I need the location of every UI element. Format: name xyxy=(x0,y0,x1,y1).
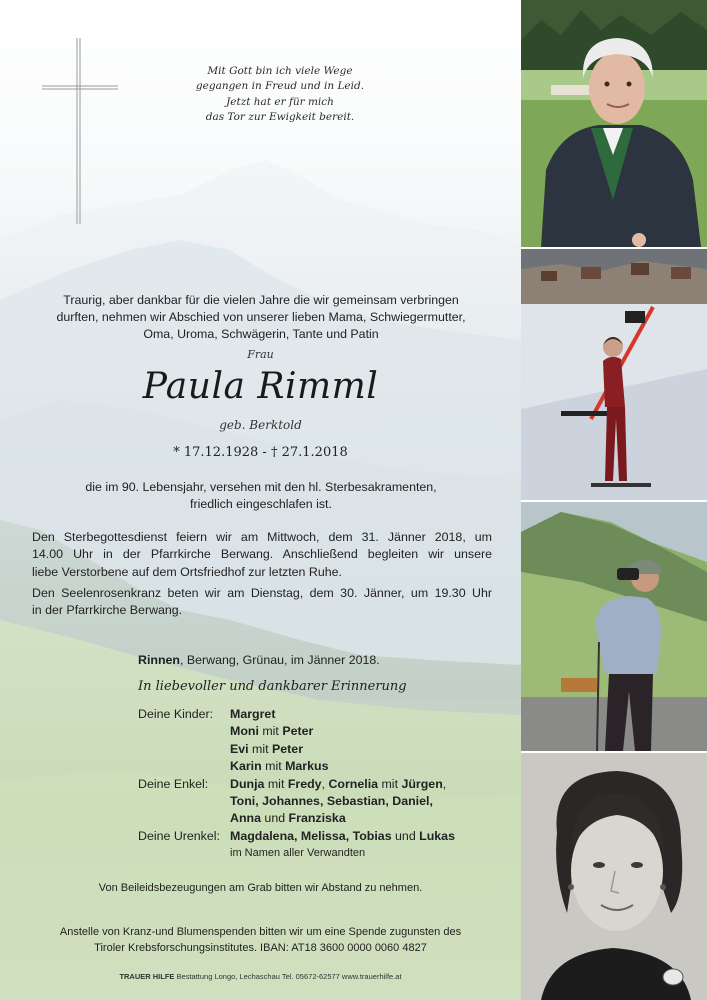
greatgrandchildren-label: Deine Urenkel: xyxy=(138,828,220,843)
family-connector: mit xyxy=(258,724,283,739)
family-name: Margret xyxy=(230,707,276,721)
circumstances-text xyxy=(28,479,494,513)
circumstances-line: friedlich eingeschlafen ist. xyxy=(190,497,332,512)
family-name: Peter xyxy=(282,724,314,739)
family-name: Fredy xyxy=(287,776,322,791)
photo-man-binoculars xyxy=(521,502,707,751)
footer-brand: TRAUER HILFE xyxy=(119,972,175,981)
greatgrandchildren-row xyxy=(230,828,455,845)
intro-line: Traurig, aber dankbar für die vielen Jahre die wir gemeinsam verbringen xyxy=(63,293,459,307)
children-row xyxy=(230,758,328,775)
intro-line: Oma, Uroma, Schwägerin, Tante und Patin xyxy=(143,327,379,342)
deceased-name: Paula Rimml xyxy=(142,366,379,407)
donation-line: Tiroler Krebsforschungsinstitutes. IBAN: AT18 3600 0000 0060 4827 xyxy=(94,942,427,954)
rosary-text xyxy=(32,585,492,620)
children-row xyxy=(230,706,275,723)
family-connector: mit xyxy=(248,741,273,756)
family-name: Lukas xyxy=(419,828,455,843)
funeral-service-text xyxy=(32,529,492,581)
birth-name: geb. Berktold xyxy=(219,418,302,432)
poem-line: Mit Gott bin ich viele Wege xyxy=(207,65,353,77)
grandchildren-label: Deine Enkel: xyxy=(138,776,209,791)
rosary-line: in der Pfarrkirche Berwang. xyxy=(32,603,183,618)
family-name: Toni, Johannes, Sebastian, Daniel, xyxy=(230,793,433,808)
circumstances-line: die im 90. Lebensjahr, versehen mit den hl. Sterbesakramenten, xyxy=(85,480,437,494)
service-line: Den Sterbegottesdienst feiern wir am Mittwoch, dem 31. Jänner 2018, um xyxy=(32,530,492,544)
family-name: Markus xyxy=(285,759,329,774)
poem xyxy=(170,64,390,125)
family-name: Dunja xyxy=(230,776,265,791)
grandchildren-row xyxy=(230,810,346,827)
family-connector: mit xyxy=(378,776,402,791)
family-connector: mit xyxy=(264,776,288,791)
footer-text: Bestattung Longo, Lechaschau Tel. 05672-62577 www.trauerhilfe.at xyxy=(174,972,402,981)
family-connector: mit xyxy=(261,759,286,774)
condolences-note: Von Beileidsbezeugungen am Grab bitten wir Abstand zu nehmen. xyxy=(98,882,423,894)
life-dates: * 17.12.1928 - † 27.1.2018 xyxy=(173,445,348,460)
family-name: Anna xyxy=(230,811,261,826)
family-connector: , xyxy=(321,776,329,791)
photo-skiing xyxy=(521,249,707,500)
grandchildren-row xyxy=(230,776,446,793)
family-connector: und xyxy=(260,811,289,826)
photo-elderly-woman xyxy=(521,0,707,247)
family-name: Peter xyxy=(272,741,304,756)
memory-line: In liebevoller und dankbarer Erinnerung xyxy=(138,679,407,694)
funeral-home-footer xyxy=(0,972,521,981)
donation-note xyxy=(0,924,521,956)
title-frau: Frau xyxy=(247,348,274,361)
children-label: Deine Kinder: xyxy=(138,707,214,721)
intro-line: durften, nehmen wir Abschied von unserer lieben Mama, Schwiegermutter, xyxy=(56,310,466,325)
place-date-line xyxy=(138,653,380,667)
service-line: liebe Verstorbene auf dem Ortsfriedhof zur letzten Ruhe. xyxy=(32,564,342,579)
service-line: 14.00 Uhr in der Pfarrkirche Berwang. Anschließend begleiten wir unsere xyxy=(32,547,492,562)
family-connector: , xyxy=(442,776,447,791)
family-name: Moni xyxy=(230,724,259,739)
family-name: Franziska xyxy=(288,811,346,826)
family-name: Jürgen xyxy=(401,776,443,791)
poem-line: das Tor zur Ewigkeit bereit. xyxy=(205,110,355,123)
grandchildren-row xyxy=(230,793,433,810)
donation-line: Anstelle von Kranz-und Blumenspenden bitten wir um eine Spende zugunsten des xyxy=(59,926,462,938)
family-name: Magdalena, Melissa, Tobias xyxy=(230,828,392,843)
photo-young-woman-portrait xyxy=(521,753,707,1000)
family-connector: und xyxy=(391,828,420,843)
family-name: Karin xyxy=(230,759,262,774)
place-rest: , Berwang, Grünau, im Jänner 2018. xyxy=(180,653,380,667)
family-name: Cornelia xyxy=(328,776,379,791)
rosary-line: Den Seelenrosenkranz beten wir am Dienstag, dem 30. Jänner, um 19.30 Uhr xyxy=(32,586,492,600)
relatives-line: im Namen aller Verwandten xyxy=(230,847,366,860)
poem-line: gegangen in Freud und in Leid. xyxy=(195,80,365,93)
children-row xyxy=(230,741,303,758)
poem-line: Jetzt hat er für mich xyxy=(226,95,334,108)
intro-text xyxy=(28,292,494,344)
children-row xyxy=(230,723,313,740)
family-name: Evi xyxy=(230,741,249,756)
place-bold: Rinnen xyxy=(138,653,180,667)
cross-icon xyxy=(40,36,120,226)
